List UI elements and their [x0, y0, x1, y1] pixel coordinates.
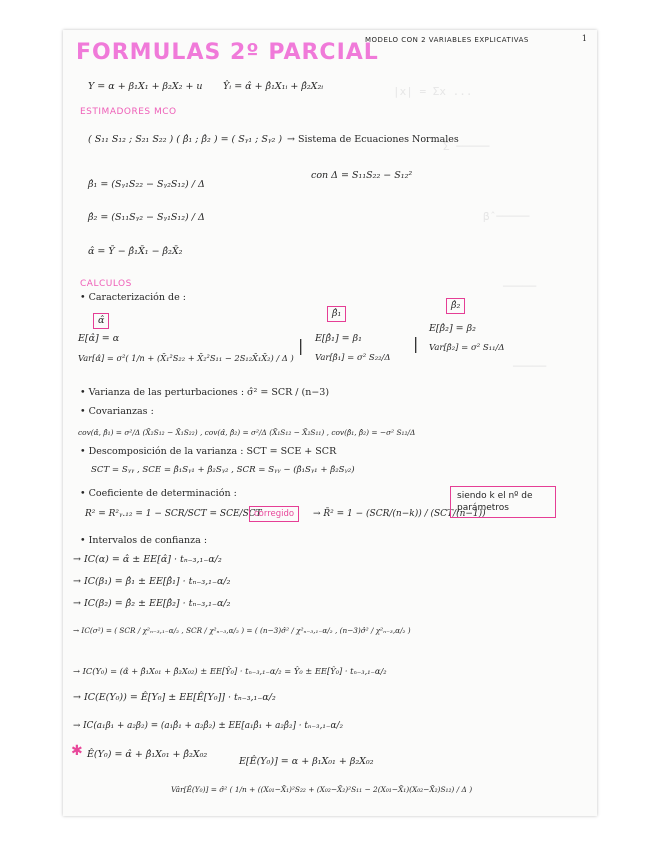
determination-coefficient-label: • Coeficiente de determinación : — [80, 488, 237, 499]
page-number: 1 — [581, 34, 587, 43]
alpha-estimator: α̂ = Ȳ − β̂₁X̄₁ − β̂₂X̄₂ — [88, 246, 183, 257]
section-calculos: CALCULOS — [80, 279, 132, 289]
ci-y0: → IC(Y₀) = (α̂ + β̂₁X₀₁ + β̂₂X₀₂) ± EE[Ŷ₀] · tₙ₋₃,₁₋α/₂ = Ŷ₀ ± EE[Ŷ₀] · tₙ₋₃,₁₋α/₂ — [73, 666, 387, 676]
model-equation: Y = α + β₁X₁ + β₂X₂ + u — [88, 81, 203, 92]
adjusted-r-squared: → R̄² = 1 − (SCR/(n−k)) / (SCT/(n−1)) — [313, 509, 486, 519]
beta2-box-label: β̂₂ — [446, 298, 465, 314]
variance-decomposition-terms: SCT = Sᵧᵧ , SCE = β̂₁Sᵧ₁ + β̂₂Sᵧ₂ , SCR = Sᵧᵧ − (β̂₁Sᵧ₁ + β̂₂Sᵧ₂) — [91, 465, 355, 475]
r-squared: R² = R²ᵧ.₁₂ = 1 − SCR/SCT = SCE/SCT — [85, 509, 262, 519]
alpha-expectation: E[α̂] = α — [78, 333, 120, 344]
normal-equations-label: → Sistema de Ecuaciones Normales — [287, 134, 459, 145]
section-estimators: ESTIMADORES MCO — [80, 107, 177, 117]
confidence-intervals-label: • Intervalos de confianza : — [80, 535, 208, 546]
beta2-expectation: E[β̂₂] = β₂ — [429, 323, 476, 334]
ci-sigma-squared: → IC(σ²) = ( SCR / χ²ₙ₋₃,₁₋α/₂ , SCR / χ²ₙ₋₃,α/₂ ) = ( (n−3)σ̂² / χ²ₙ₋₃,₁₋α/₂ , (n−3)σ̂² / χ²ₙ₋₃,α/₂ ) — [73, 626, 411, 635]
expectation-of-expected-y0: E[Ê(Y₀)] = α + β₁X₀₁ + β₂X₀₂ — [239, 756, 374, 767]
alpha-variance: Var[α̂] = σ²( 1/n + (X̄₁²S₂₂ + X̄₂²S₁₁ − 2S₁₂X̄₁X̄₂) / Δ ) — [78, 353, 294, 363]
corrected-label: corregido — [249, 506, 299, 522]
perturbation-variance: • Varianza de las perturbaciones : σ̂² = SCR / (n−3) — [80, 387, 330, 398]
parameters-note: siendo k el nº de parámetros — [450, 486, 556, 518]
column-separator: | — [413, 334, 419, 353]
alpha-box-label: α̂ — [93, 313, 109, 329]
ci-beta1: → IC(β₁) = β̂₁ ± EE[β̂₁] · tₙ₋₃,₁₋α/₂ — [73, 576, 231, 587]
beta2-estimator: β̂₂ = (S₁₁Sᵧ₂ − Sᵧ₁S₁₂) / Δ — [88, 212, 205, 223]
caracterizacion-label: • Caracterización de : — [80, 292, 186, 303]
header-note: MODELO CON 2 VARIABLES EXPLICATIVAS — [365, 36, 529, 44]
beta1-expectation: E[β̂₁] = β₁ — [315, 333, 362, 344]
variance-decomposition: • Descomposición de la varianza : SCT = SCE + SCR — [80, 446, 337, 457]
ci-beta2: → IC(β₂) = β̂₂ ± EE[β̂₂] · tₙ₋₃,₁₋α/₂ — [73, 598, 231, 609]
fitted-equation: Ŷᵢ = α̂ + β̂₁X₁ᵢ + β̂₂X₂ᵢ — [223, 81, 324, 92]
ci-linear-combination: → IC(a₁β₁ + a₂β₂) = (a₁β̂₁ + a₂β̂₂) ± EE[a₁β̂₁ + a₂β̂₂] · tₙ₋₃,₁₋α/₂ — [73, 721, 343, 731]
ci-expected-y0: → IC(E(Y₀)) = Ê[Y₀] ± EE[Ê[Y₀]] · tₙ₋₃,₁₋α/₂ — [73, 692, 276, 703]
variance-expected-y0: Vâr[Ê(Y₀)] = σ̂² ( 1/n + ((X₀₁−X̄₁)²S₂₂ + (X₀₂−X̄₂)²S₁₁ − 2(X₀₁−X̄₁)(X₀₂−X̄₂)S₁₂) / Δ ) — [171, 785, 473, 794]
covariances-label: • Covarianzas : — [80, 406, 154, 417]
page-title: FORMULAS 2º PARCIAL — [76, 40, 379, 65]
beta1-box-label: β̂₁ — [327, 306, 346, 322]
beta1-variance: Var[β̂₁] = σ² S₂₂/Δ — [315, 353, 391, 363]
star-icon: ✱ — [71, 743, 83, 759]
delta-definition: con Δ = S₁₁S₂₂ − S₁₂² — [311, 170, 413, 181]
column-separator: | — [298, 336, 304, 355]
beta1-estimator: β̂₁ = (Sᵧ₁S₂₂ − Sᵧ₂S₁₂) / Δ — [88, 179, 205, 190]
beta2-variance: Var[β̂₂] = σ² S₁₁/Δ — [429, 343, 505, 353]
ci-alpha: → IC(α) = α̂ ± EE[α̂] · tₙ₋₃,₁₋α/₂ — [73, 554, 222, 565]
notebook-page: |x| = Σx ... Σ ───── β̂ ───── ───── ───── FORMULAS 2º PARCIAL MODELO CON 2 VARIABLES EXPLICATIVAS 1 Y = α + β₁X₁ + β₂X₂ + u Ŷᵢ = α̂ + β̂₁X₁ᵢ + β̂₂X₂ᵢ ESTIMADORES MCO ( S₁₁ S₁₂ ; S₂₁ S₂₂ ) ( β̂₁ ; β̂₂ ) = ( Sᵧ₁ ; Sᵧ₂ ) → Sistema de Ecuaciones Normales β̂₁ = (Sᵧ₁S₂₂ − Sᵧ₂S₁₂) / Δ con Δ = S₁₁S₂₂ − S₁₂² β̂₂ = (S₁₁Sᵧ₂ − Sᵧ₁S₁₂) / Δ α̂ = Ȳ − β̂₁X̄₁ − β̂₂X̄₂ CALCULOS • Caracterización de : α̂ β̂₁ β̂₂ E[α̂] = α Var[α̂] = σ²( 1/n + (X̄₁²S₂₂ + X̄₂²S₁₁ − 2S₁₂X̄₁X̄₂) / Δ ) | E[β̂₁] = β₁ Var[β̂₁] = σ² S₂₂/Δ | E[β̂₂] = β₂ Var[β̂₂] = σ² S₁₁/Δ • Varianza de las perturbaciones : σ̂² = SCR / (n−3) • Covarianzas : cov(α̂, β̂₁) = σ²/Δ (X̄₂S₁₂ − X̄₁S₂₂) , cov(α̂, β̂₂) = σ²/Δ (X̄₁S₁₂ − X̄₂S₁₁) , cov(β̂₁, β̂₂) = −σ² S₁₂/Δ • Descomposición de la varianza : SCT = SCE + SCR SCT = Sᵧᵧ , SCE = β̂₁Sᵧ₁ + β̂₂Sᵧ₂ , SCR = Sᵧᵧ − (β̂₁Sᵧ₁ + β̂₂Sᵧ₂) • Coeficiente de determinación : R² = R²ᵧ.₁₂ = 1 − SCR/SCT = SCE/SCT corregido → R̄² = 1 − (SCR/(n−k)) / (SCT/(n−1)) siendo k el nº de parámetros • Intervalos de confianza : → IC(α) = α̂ ± EE[α̂] · tₙ₋₃,₁₋α/₂ → IC(β₁) = β̂₁ ± EE[β̂₁] · tₙ₋₃,₁₋α/₂ → IC(β₂) = β̂₂ ± EE[β̂₂] · tₙ₋₃,₁₋α/₂ → IC(σ²) = ( SCR / χ²ₙ₋₃,₁₋α/₂ , SCR / χ²ₙ₋₃,α/₂ ) = ( (n−3)σ̂² / χ²ₙ₋₃,₁₋α/₂ , (n−3)σ̂² / χ²ₙ₋₃,α/₂ ) → IC(Y₀) = (α̂ + β̂₁X₀₁ + β̂₂X₀₂) ± EE[Ŷ₀] · tₙ₋₃,₁₋α/₂ = Ŷ₀ ± EE[Ŷ₀] · tₙ₋₃,₁₋α/₂ → IC(E(Y₀)) = Ê[Y₀] ± EE[Ê[Y₀]] · tₙ₋₃,₁₋α/₂ → IC(a₁β₁ + a₂β₂) = (a₁β̂₁ + a₂β̂₂) ± EE[a₁β̂₁ + a₂β̂₂] · tₙ₋₃,₁₋α/₂ ✱ Ê(Y₀) = α̂ + β̂₁X₀₁ + β̂₂X₀₂ E[Ê(Y₀)] = α + β₁X₀₁ + β₂X₀₂ Vâr[Ê(Y₀)] = σ̂² ( 1/n + ((X₀₁−X̄₁)²S₂₂ + (X₀₂−X̄₂)²S₁₁ − 2(X₀₁−X̄₁)(X₀₂−X̄₂)S₁₂) / Δ ) — [63, 30, 597, 816]
normal-equations-matrix: ( S₁₁ S₁₂ ; S₂₁ S₂₂ ) ( β̂₁ ; β̂₂ ) = ( Sᵧ₁ ; Sᵧ₂ ) — [88, 134, 283, 145]
covariances-formulas: cov(α̂, β̂₁) = σ²/Δ (X̄₂S₁₂ − X̄₁S₂₂) , cov(α̂, β̂₂) = σ²/Δ (X̄₁S₁₂ − X̄₂S₁₁) , cov(β̂₁, β̂₂) = −σ² S₁₂/Δ — [78, 428, 416, 437]
expected-y0-estimate: Ê(Y₀) = α̂ + β̂₁X₀₁ + β̂₂X₀₂ — [87, 749, 208, 760]
